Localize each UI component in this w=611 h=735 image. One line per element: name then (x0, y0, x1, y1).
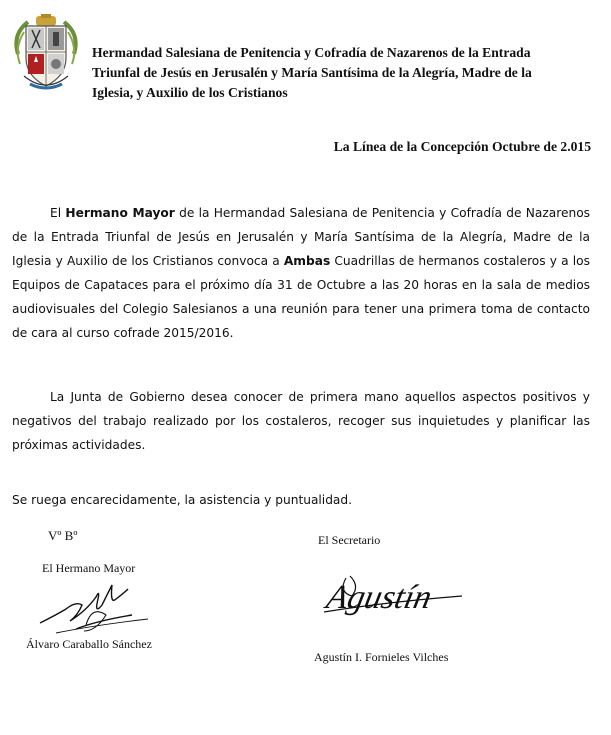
p1-bold-ambas: Ambas (283, 254, 331, 268)
hermano-mayor-signature (36, 575, 154, 640)
p3-text: Se ruega encarecidamente, la asistencia y puntualidad. (12, 493, 353, 507)
secretario-signature (316, 556, 464, 636)
right-signer-title: El Secretario (318, 533, 381, 547)
body-paragraph-1 (12, 201, 590, 345)
left-signer-title: El Hermano Mayor (42, 561, 136, 575)
p1-bold-hermano-mayor: Hermano Mayor (65, 206, 175, 220)
visto-bueno-label: Vº Bº (48, 528, 78, 543)
p2-text: La Junta de Gobierno desea conocer de primera mano aquellos aspectos positivos y negativos del trabajo realizado por los costaleros, recoger sus inquietudes y planificar las próximas actividades. (12, 390, 590, 452)
header-line-1: Hermandad Salesiana de Penitencia y Cofradía de Nazarenos de la Entrada (92, 45, 531, 60)
header-line-2: Triunfal de Jesús en Jerusalén y María Santísima de la Alegría, Madre de la (92, 65, 532, 80)
body-paragraph-3 (12, 488, 590, 512)
left-signer-name: Álvaro Caraballo Sánchez (26, 637, 152, 651)
body-paragraph-2 (12, 385, 590, 457)
brotherhood-header (92, 43, 597, 103)
brotherhood-crest-logo (10, 14, 82, 94)
p1-text-middle: de la Hermandad Salesiana de Penitencia y Cofradía de Nazarenos de la Entrada Triunfal de Jesús en Jerusalén y María Santísima de la Alegría, Madre de la Iglesia y Auxilio de los Cristianos convoca a (12, 206, 591, 268)
header-line-3: Iglesia, y Auxilio de los Cristianos (92, 85, 288, 100)
p1-text-end: Cuadrillas de hermanos costaleros y a los Equipos de Capataces para el próximo día 31 de Octubre a las 20 horas en la sala de medios audiovisuales del Colegio Salesianos a una reunión para tener una primera toma de contacto de cara al curso cofrade 2015/2016. (12, 254, 590, 340)
place-date-line: La Línea de la Concepción Octubre de 2.015 (333, 139, 591, 154)
right-signer-name: Agustín I. Fornieles Vilches (314, 650, 449, 664)
secretario-signature-text: Agustín (323, 578, 436, 616)
p1-text-start: El (50, 206, 66, 220)
